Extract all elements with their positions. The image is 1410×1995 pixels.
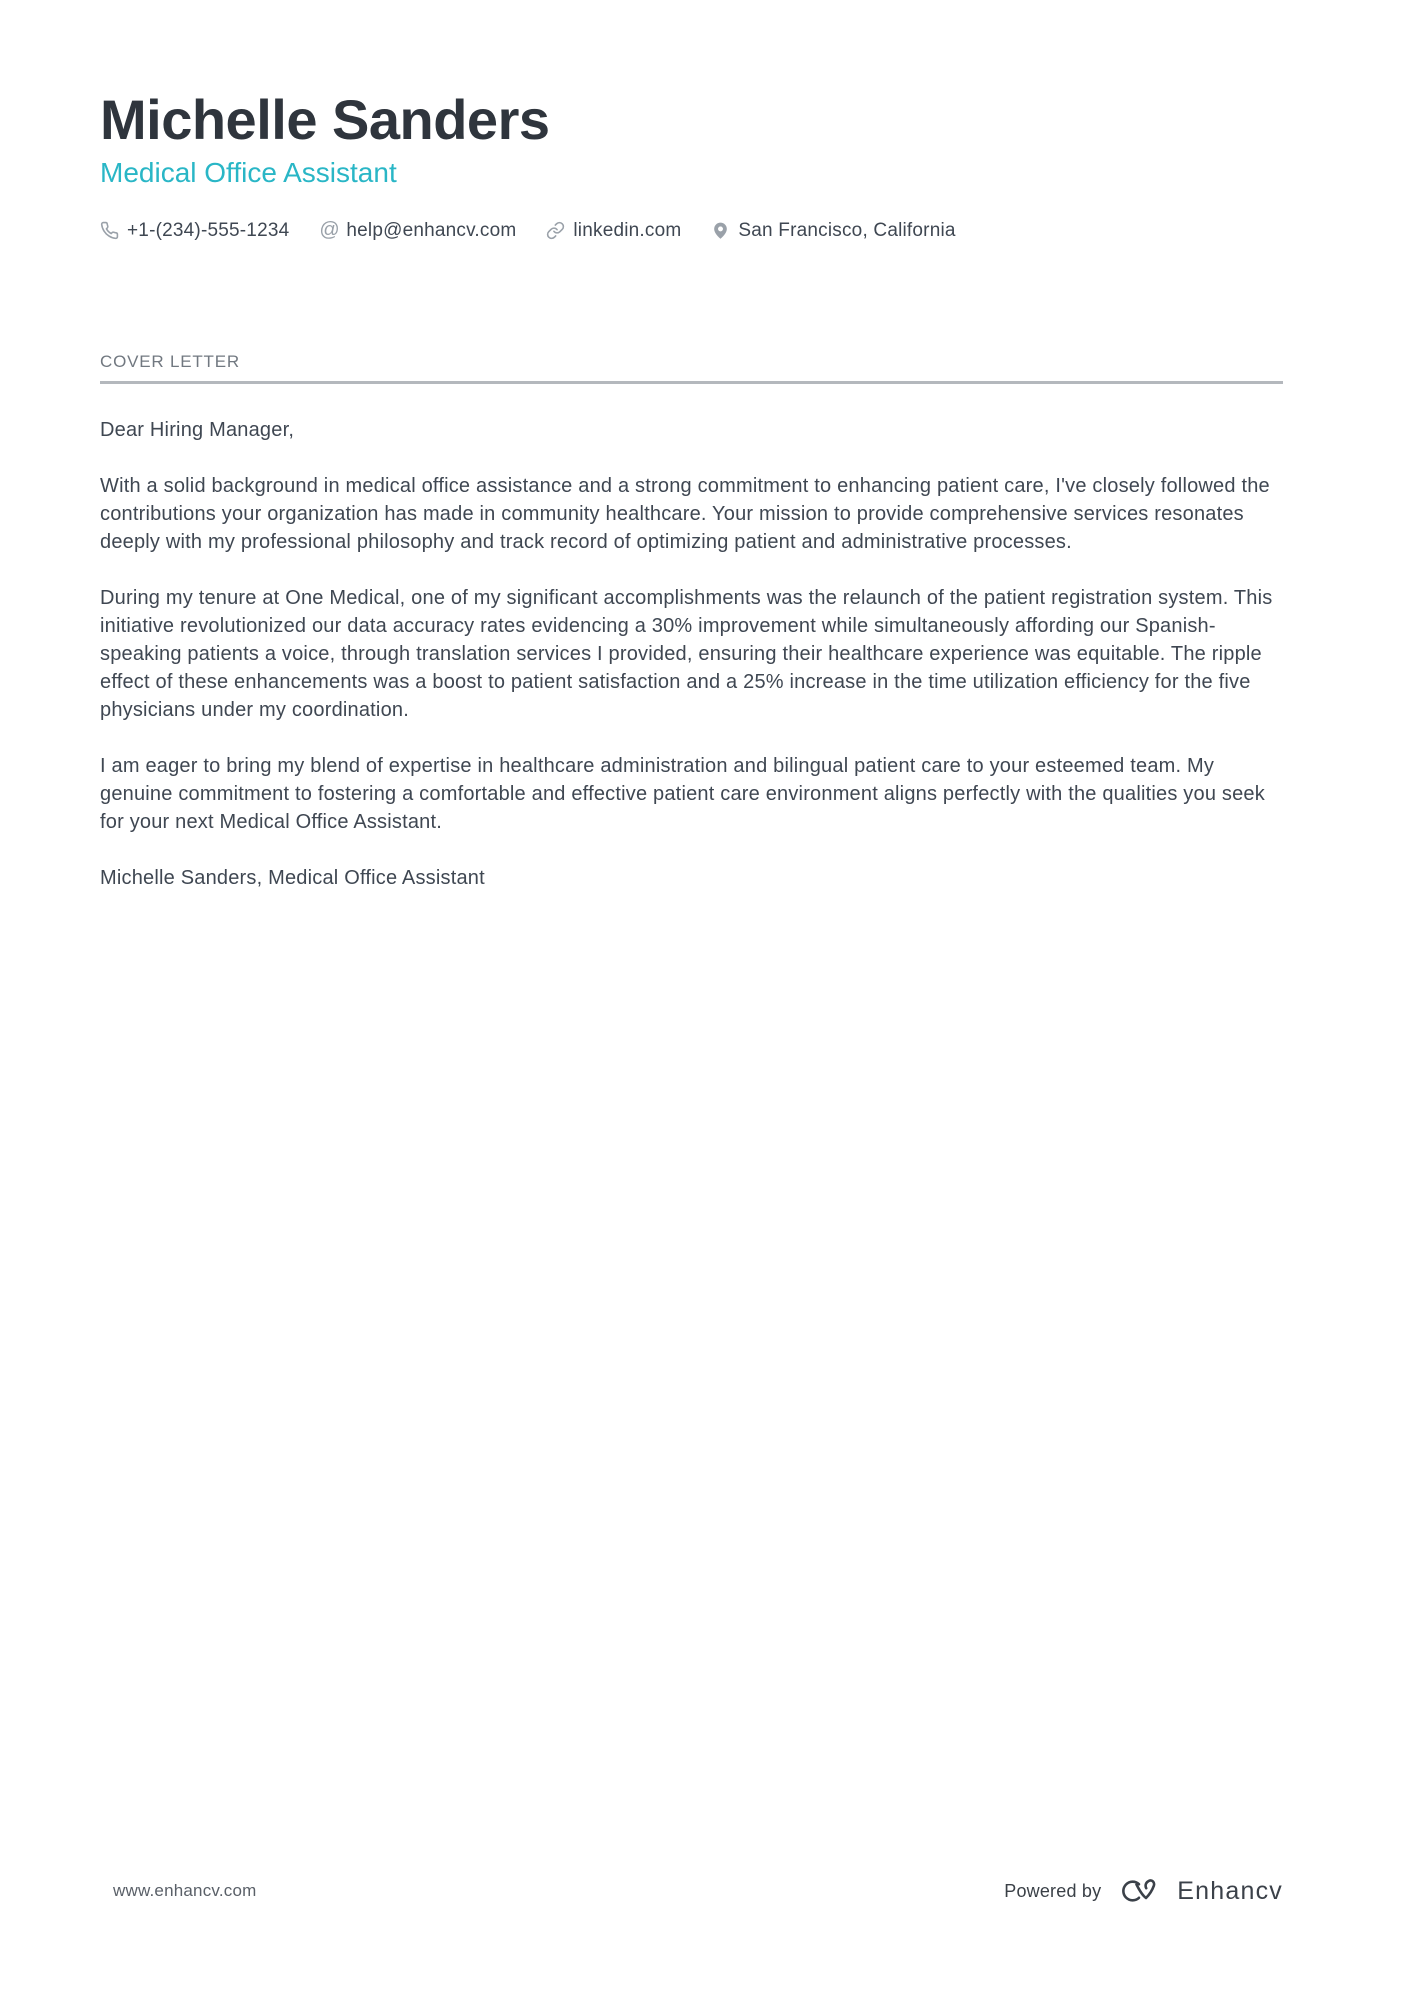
- contact-email-text[interactable]: help@enhancv.com: [346, 219, 517, 241]
- page-footer: [113, 1876, 1283, 1906]
- letter-paragraph: I am eager to bring my blend of expertise in healthcare administration and bilingual patient care to your esteemed team. My genuine commitment to fostering a comfortable and effective patient care environment aligns perfectly with the qualities you seek for your next Medical Office Assistant.: [100, 754, 1265, 833]
- enhancv-logo-icon: [1115, 1876, 1163, 1906]
- section-divider: [100, 381, 1283, 384]
- signature: Michelle Sanders, Medical Office Assistant: [100, 866, 485, 889]
- at-icon: @: [319, 219, 340, 242]
- location-pin-icon: [711, 221, 730, 240]
- powered-by[interactable]: [1004, 1876, 1283, 1906]
- contact-email[interactable]: [319, 220, 516, 242]
- contact-link[interactable]: [546, 220, 681, 242]
- letter-paragraph: During my tenure at One Medical, one of my significant accomplishments was the relaunch of the patient registration system. This initiative revolutionized our data accuracy rates evidencing a 30% improvement while simultaneously affording our Spanish-speaking patients a voice, through translation services I provided, ensuring their healthcare experience was equitable. The ripple effect of these enhancements was a boost to patient satisfaction and a 25% increase in the time utilization efficiency for the five physicians under my coordination.: [100, 586, 1273, 721]
- enhancv-wordmark: Enhancv: [1177, 1876, 1283, 1905]
- footer-website[interactable]: www.enhancv.com: [113, 1881, 257, 1900]
- contact-phone: [100, 220, 289, 242]
- contact-location-text: San Francisco, California: [738, 219, 956, 241]
- phone-icon: [100, 221, 119, 240]
- contact-phone-text: +1-(234)-555-1234: [127, 219, 290, 241]
- section-header: [100, 352, 1283, 384]
- contact-location: [711, 220, 955, 242]
- contact-bar: [100, 220, 1283, 242]
- candidate-name: Michelle Sanders: [100, 88, 550, 151]
- page-content: [100, 88, 1283, 892]
- salutation: Dear Hiring Manager,: [100, 418, 295, 441]
- cover-letter-label: COVER LETTER: [100, 351, 240, 371]
- contact-link-text[interactable]: linkedin.com: [573, 219, 682, 241]
- letter-body: [100, 416, 1283, 892]
- letter-paragraph: With a solid background in medical office assistance and a strong commitment to enhancing patient care, I've closely followed the contributions your organization has made in community healthcare. Your mission to provide comprehensive services resonates deeply with my professional philosophy and track record of optimizing patient and administrative processes.: [100, 474, 1270, 553]
- powered-by-label: Powered by: [1004, 1880, 1102, 1901]
- candidate-job-title: Medical Office Assistant: [100, 157, 397, 189]
- link-icon: [546, 221, 565, 240]
